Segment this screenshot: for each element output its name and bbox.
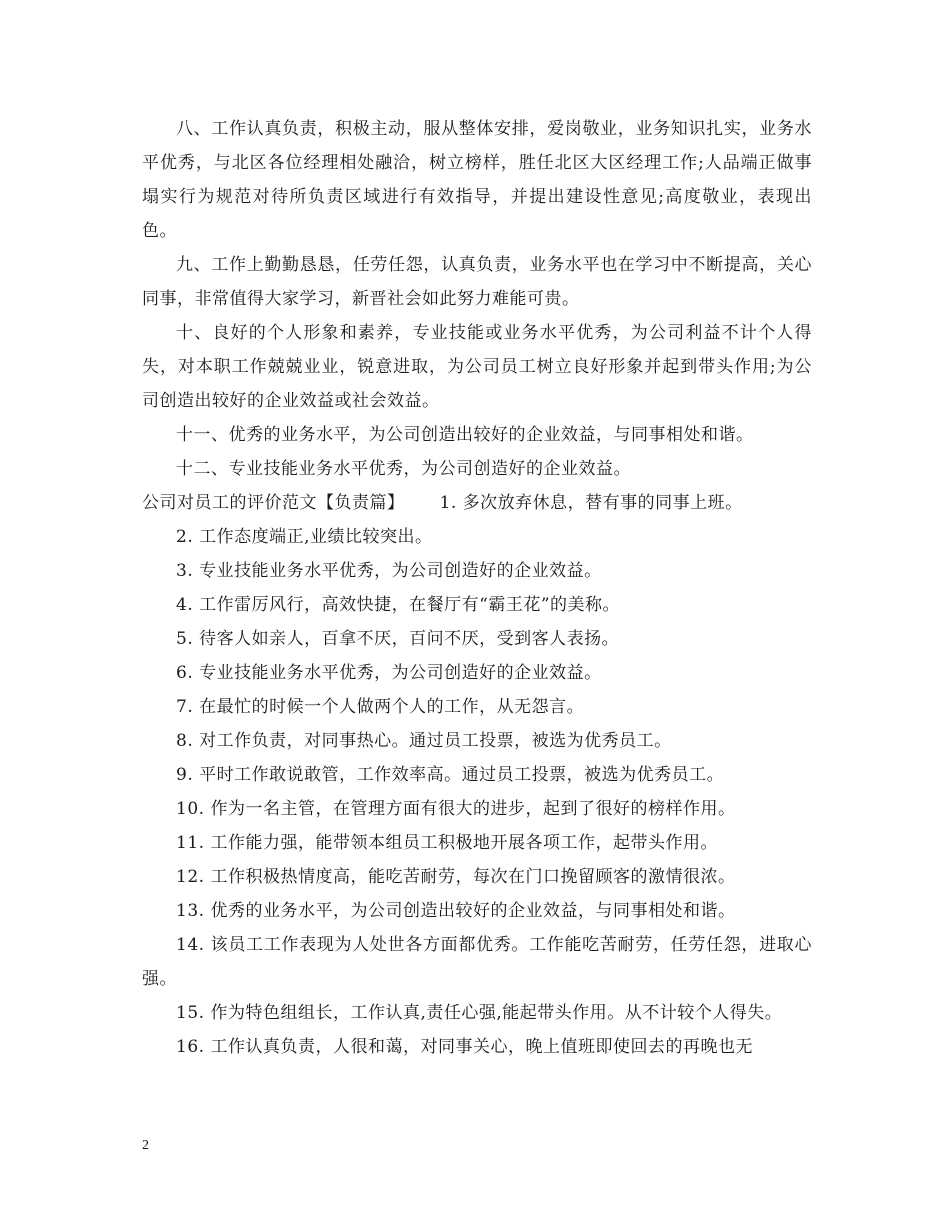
list-item: 3. 专业技能业务水平优秀，为公司创造好的企业效益。: [176, 561, 602, 581]
paragraph-9: 九、工作上勤勤恳恳，任劳任怨，认真负责，业务水平也在学习中不断提高，关心同事，非常值得大家学习，新晋社会如此努力难能可贵。: [142, 255, 812, 309]
paragraph-10: 十、良好的个人形象和素养，专业技能或业务水平优秀，为公司利益不计个人得失，对本职工作兢兢业业，锐意进取，为公司员工树立良好形象并起到带头作用;为公司创造出较好的企业效益或社会效益。: [142, 323, 812, 411]
document-body: [142, 112, 812, 1064]
list-item: 4. 工作雷厉风行，高效快捷，在餐厅有“霸王花”的美称。: [176, 595, 621, 615]
paragraph-12: 十二、专业技能业务水平优秀，为公司创造好的企业效益。: [176, 459, 631, 479]
list-item: 9. 平时工作敢说敢管，工作效率高。通过员工投票，被选为优秀员工。: [176, 765, 725, 785]
list-item: 2. 工作态度端正,业绩比较突出。: [176, 527, 433, 547]
list-item-1: 1. 多次放弃休息，替有事的同事上班。: [439, 493, 743, 513]
list-item: 10. 作为一名主管，在管理方面有很大的进步，起到了很好的榜样作用。: [176, 799, 736, 819]
section-heading: 公司对员工的评价范文【负责篇】: [142, 493, 405, 513]
list-item: 16. 工作认真负责，人很和蔼，对同事关心，晚上值班即使回去的再晚也无: [176, 1037, 753, 1057]
list-item: 5. 待客人如亲人，百拿不厌，百问不厌，受到客人表扬。: [176, 629, 620, 649]
list-item: 15. 作为特色组组长，工作认真,责任心强,能起带头作用。从不计较个人得失。: [176, 1003, 783, 1023]
list-item: 11. 工作能力强，能带领本组员工积极地开展各项工作，起带头作用。: [176, 833, 718, 853]
page-number: 2: [142, 1138, 149, 1153]
paragraph-8: 八、工作认真负责，积极主动，服从整体安排，爱岗敬业，业务知识扎实，业务水平优秀，与北区各位经理相处融洽，树立榜样，胜任北区大区经理工作;人品端正做事塌实行为规范对待所负责区域进行有效指导，并提出建设性意见;高度敬业，表现出色。: [142, 119, 812, 241]
list-item: 12. 工作积极热情度高，能吃苦耐劳，每次在门口挽留顾客的激情很浓。: [176, 867, 736, 887]
list-item: 6. 专业技能业务水平优秀，为公司创造好的企业效益。: [176, 663, 602, 683]
list-item: 14. 该员工工作表现为人处世各方面都优秀。工作能吃苦耐劳，任劳任怨，进取心强。: [142, 935, 812, 989]
list-item: 7. 在最忙的时候一个人做两个人的工作，从无怨言。: [176, 697, 585, 717]
paragraph-11: 十一、优秀的业务水平，为公司创造出较好的企业效益，与同事相处和谐。: [176, 425, 754, 445]
list-item: 8. 对工作负责，对同事热心。通过员工投票，被选为优秀员工。: [176, 731, 672, 751]
section-heading-line: [142, 486, 812, 520]
list-item: 13. 优秀的业务水平，为公司创造出较好的企业效益，与同事相处和谐。: [176, 901, 736, 921]
